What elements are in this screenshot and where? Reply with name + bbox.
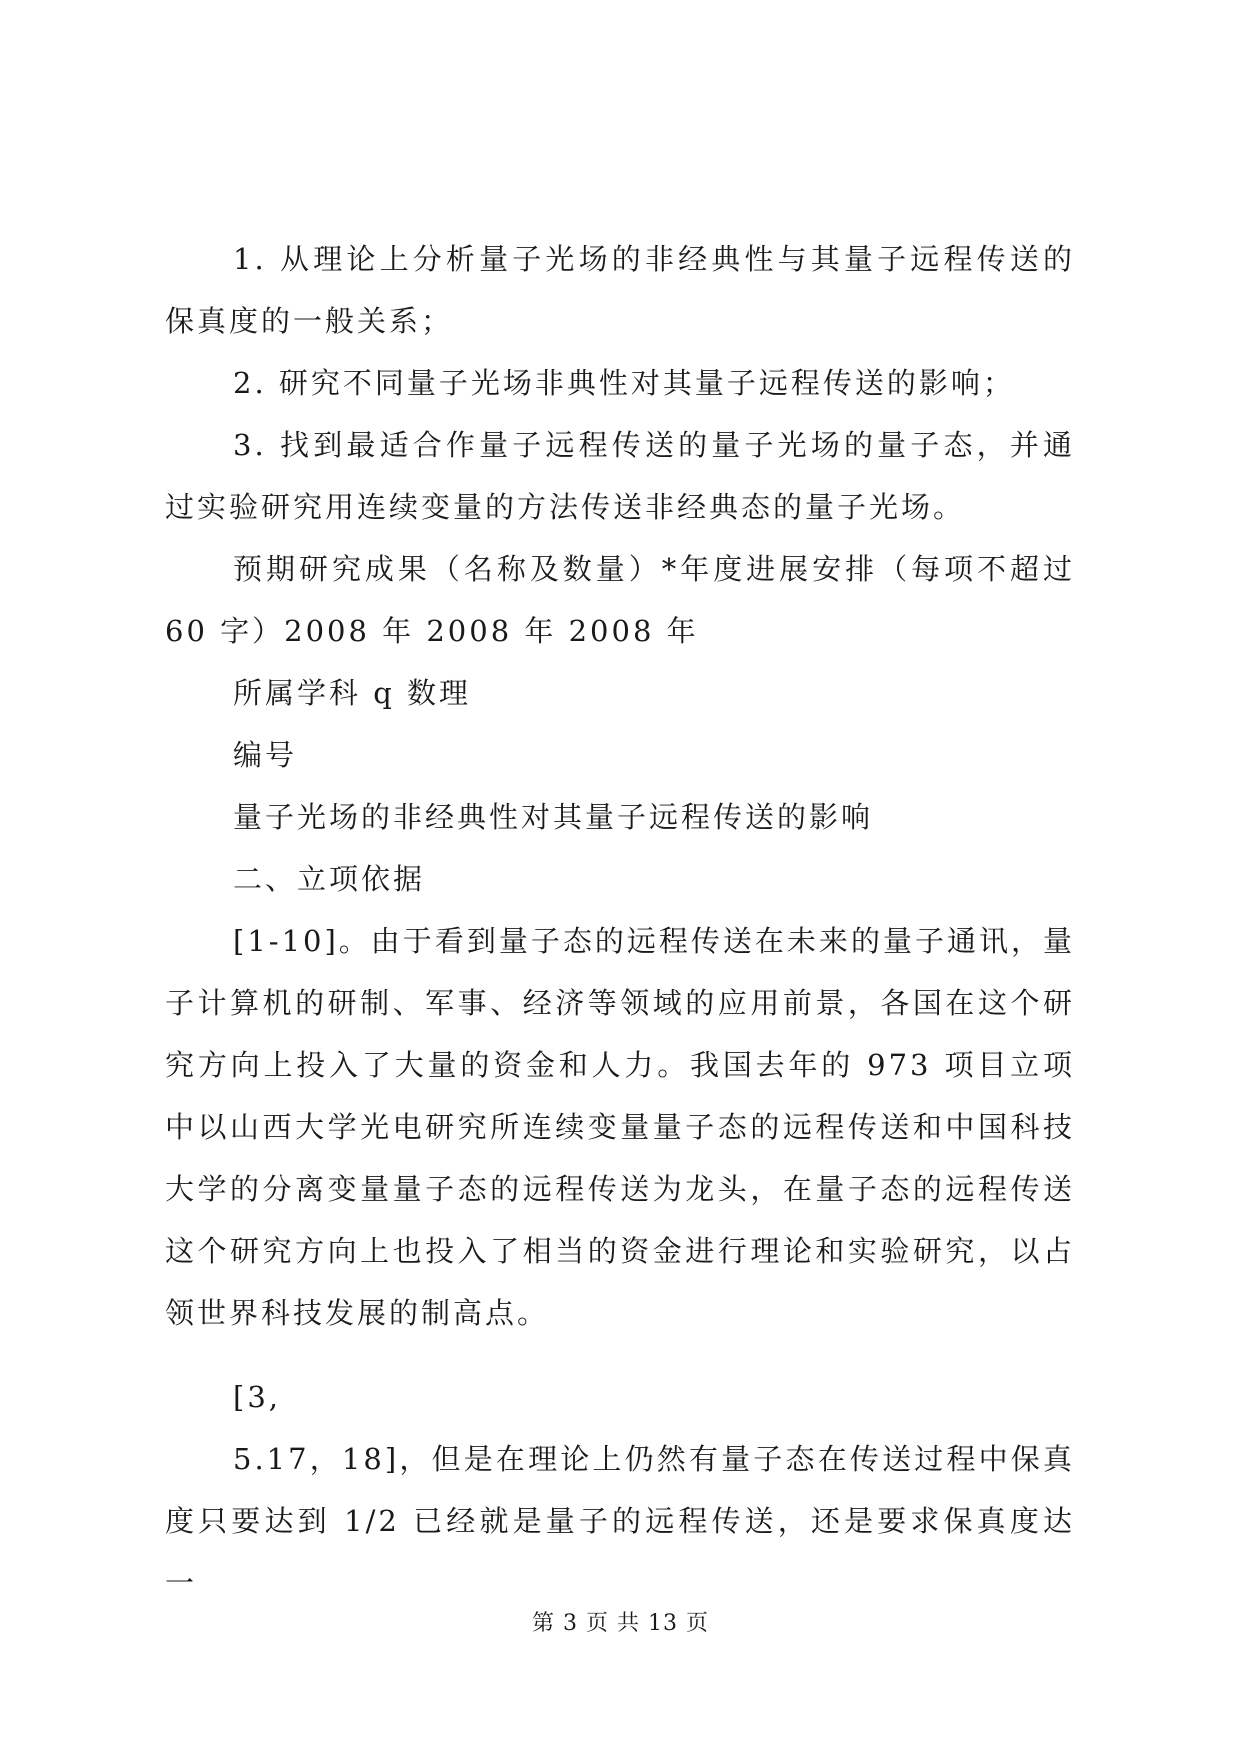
document-body	[165, 228, 1075, 1614]
expected-results-line: 预期研究成果（名称及数量）*年度进展安排（每项不超过 60 字）2008 年 2008 年 2008 年	[165, 552, 1075, 648]
list-item-1: 1. 从理论上分析量子光场的非经典性与其量子远程传送的保真度的一般关系；	[165, 242, 1075, 338]
subject-line: 所属学科 q 数理	[233, 676, 472, 710]
body-paragraph-continued: 5.17，18]，但是在理论上仍然有量子态在传送过程中保真度只要达到 1/2 已经就是量子的远程传送，还是要求保真度达一	[165, 1442, 1075, 1600]
number-label: 编号	[233, 738, 298, 772]
list-item-2: 2. 研究不同量子光场非典性对其量子远程传送的影响；	[233, 366, 1015, 400]
list-item-3: 3. 找到最适合作量子远程传送的量子光场的量子态，并通过实验研究用连续变量的方法传送非经典态的量子光场。	[165, 428, 1075, 524]
citation-fragment: [3,	[233, 1380, 281, 1414]
page-footer: 第 3 页 共 13 页	[532, 1611, 709, 1636]
body-paragraph: [1-10]。由于看到量子态的远程传送在未来的量子通讯，量子计算机的研制、军事、经济等领域的应用前景，各国在这个研究方向上投入了大量的资金和人力。我国去年的 973 项目立项中以山西大学光电研究所连续变量量子态的远程传送和中国科技大学的分离变量量子态的远程传送为龙头，在量子态的远程传送这个研究方向上也投入了相当的资金进行理论和实验研究，以占领世界科技发展的制高点。	[165, 924, 1075, 1330]
section-heading: 二、立项依据	[233, 862, 426, 896]
project-title: 量子光场的非经典性对其量子远程传送的影响	[233, 800, 874, 834]
